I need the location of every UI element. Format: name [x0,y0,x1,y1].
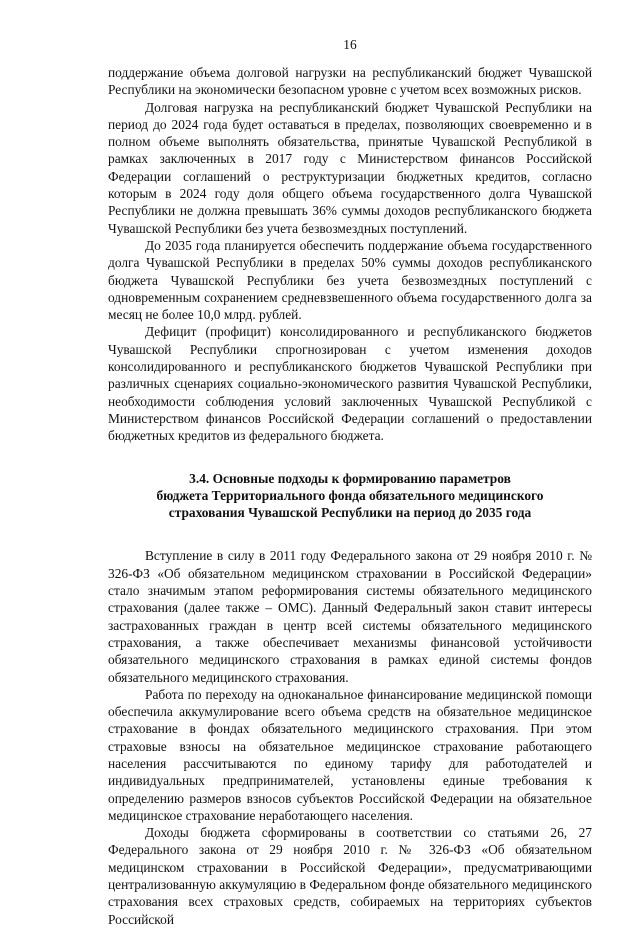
section-heading-line-3: страхования Чувашской Республики на период до 2035 года [168,505,532,521]
section-heading-line-2: бюджета Территориального фонда обязательного медицинского [156,487,544,503]
paragraph-debt-load-intro: поддержание объема долговой нагрузки на республиканский бюджет Чувашской Республики на экономически безопасном уровне с учетом всех возможных рисков. [108,65,592,98]
paragraph-deficit: Дефицит (профицит) консолидированного и республиканского бюджетов Чувашской Республики спрогнозирован с учетом изменения доходов консолидированного и республиканского бюджетов Чувашской Республики при различных сценариях социально-экономического развития Чувашской Республики, необходимости соблюдения условий заключенных Чувашской Республикой с Министерством финансов Российской Федерации соглашений о предоставлении бюджетных кредитов из федерального бюджета. [108,324,592,444]
paragraph-single-channel-funding: Работа по переходу на одноканальное финансирование медицинской помощи обеспечила аккумулирование всего объема средств на обязательное медицинское страхование в фондах обязательного медицинского страхования. При этом страховые взносы на обязательное медицинское страхование работающего населения рассчитываются по единому тарифу для работодателей и индивидуальных предпринимателей, установлены единые требования к определению размеров взносов субъектов Российской Федерации на обязательное медицинское страхование неработающего населения. [108,686,592,823]
paragraph-budget-revenues: Доходы бюджета сформированы в соответствии со статьями 26, 27 Федерального закона от 29 ноября 2010 г. № 326-ФЗ «Об обязательном медицинском страховании в Российской Федерации», предусматривающими централизованную аккумуляцию в Федеральном фонде обязательного медицинского страхования всех страховых средств, собираемых на территориях субъектов Российской [108,825,592,927]
paragraph-oms-law: Вступление в силу в 2011 году Федерального закона от 29 ноября 2010 г. № 326-ФЗ «Об обязательном медицинском страховании в Российской Федерации» стало значимым этапом реформирования системы обязательного медицинского страхования (далее также – ОМС). Данный Федеральный закон ставит интересы застрахованных граждан в центр всей системы обязательного медицинского страхования, а также обеспечивает механизмы финансовой устойчивости обязательного медицинского страхования в рамках единой системы фондов обязательного медицинского страхования. [108,548,592,685]
section-heading-line-1: 3.4. Основные подходы к формированию параметров [189,470,511,486]
paragraph-debt-2035: До 2035 года планируется обеспечить поддержание объема государственного долга Чувашской Республики в пределах 50% суммы доходов республиканского бюджета Чувашской Республики без учета безвозмездных поступлений с одновременным сохранением средневзвешенного объема государственного долга за месяц не более 10,0 млрд. рублей. [108,237,592,323]
paragraph-debt-load-2024: Долговая нагрузка на республиканский бюджет Чувашской Республики на период до 2024 года будет оставаться в пределах, позволяющих своевременно и в полном объеме выполнять обязательства, принятые Чувашской Республикой в рамках заключенных в 2017 году с Министерством финансов Российской Федерации соглашений о реструктуризации бюджетных кредитов, согласно которым в 2024 году доля общего объема государственного долга Чувашской Республики не должна превышать 36% суммы доходов республиканского бюджета Чувашской Республики без учета безвозмездных поступлений. [108,99,592,236]
page-number: 16 [343,37,357,52]
section-heading [108,470,592,522]
